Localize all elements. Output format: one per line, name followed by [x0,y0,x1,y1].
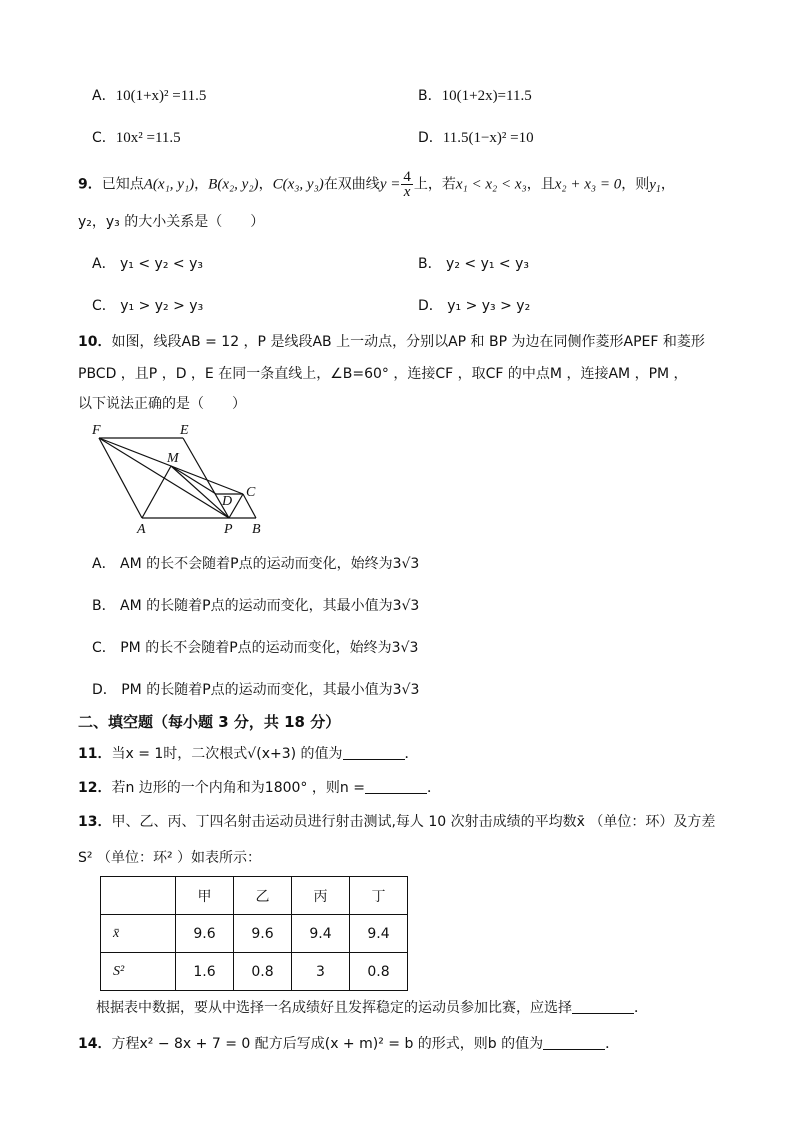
label-m: M [167,451,179,466]
label-e: E [180,423,189,438]
table-header-cell: 丙 [292,877,350,915]
q9-stem-line2: y₂，y₃ 的大小关系是（ ） [78,214,265,230]
table-cell: 1.6 [176,953,234,991]
q8-option-a: A．10(1+x)² =11.5 [92,88,207,104]
table-cell: 0.8 [350,953,408,991]
q9-stem-line1: 9．已知点A(x₁, y₁)，B(x₂, y₂)，C(x₃, y₃)在双曲线y = $\frac{4}{x}$ 上，若x₁ < x₂ < x₃，且x₂ + x₃ = 0，则$y_1$， [78,169,675,200]
label-d: D [222,494,233,509]
q14-answer-blank[interactable] [543,1035,605,1050]
label-f: F [92,423,101,438]
table-cell: 9.4 [350,915,408,953]
table-header-row [101,877,408,915]
table-header-cell: 甲 [176,877,234,915]
table-row [101,953,408,991]
q12-answer-blank[interactable] [365,779,427,794]
q8-option-b: B．10(1+2x)=11.5 [418,88,532,104]
table-cell: 9.4 [292,915,350,953]
q10-option-a: A． AM 的长不会随着P点的运动而变化，始终为3√3 [92,556,420,572]
q10-option-b: B． AM 的长随着P点的运动而变化，其最小值为3√3 [92,598,420,614]
table-cell: 9.6 [176,915,234,953]
q13-answer-blank[interactable] [572,999,634,1014]
q8-option-d: D．11.5(1−x)² =10 [418,130,534,146]
label-a: A [137,522,146,537]
q10-option-d: D． PM 的长随着P点的运动而变化，其最小值为3√3 [92,682,420,698]
q14: 14．方程x² − 8x + 7 = 0 配方后写成(x + m)² = b 的形式，则b 的值为 ． [78,1036,620,1052]
q13-line2: S² （单位：环² ）如表所示： [78,850,262,866]
table-cell: x̄ [101,915,176,953]
table-header-cell [101,877,176,915]
label-p: P [224,522,233,537]
q9-option-d: D． y₁ > y₃ > y₂ [418,298,531,314]
q8-option-c: C．10x² =11.5 [92,130,181,146]
table-row [101,915,408,953]
q9-option-b: B． y₂ < y₁ < y₃ [418,256,530,272]
section-heading: 二、填空题（每小题 3 分，共 18 分） [78,713,341,731]
label-c: C [246,485,256,500]
q10-stem-line2: PBCD ，且P ，D ，E 在同一条直线上，∠B=60° ，连接CF ，取CF 的中点M ，连接AM ，PM ， [78,366,688,382]
q13-data-table [100,876,408,991]
q10-stem-line1: 10．如图，线段AB = 12 ，P 是线段AB 上一动点，分别以AP 和 BP 为边在同侧作菱形APEF 和菱形 [78,334,705,350]
q13-line1: 13．甲、乙、丙、丁四名射击运动员进行射击测试,每人 10 次射击成绩的平均数x̄ （单位：环）及方差 [78,814,716,830]
table-header-cell: 乙 [234,877,292,915]
q9-option-c: C． y₁ > y₂ > y₃ [92,298,204,314]
q9-option-a: A． y₁ < y₂ < y₃ [92,256,203,272]
q11-answer-blank[interactable] [343,745,405,760]
fraction-4-over-x: $\frac{4}{x}$ [403,169,411,200]
q11: 11．当x = 1时，二次根式√(x+3) 的值为 ． [78,746,419,762]
q12: 12．若n 边形的一个内角和为1800° ，则n = ． [78,780,441,796]
q10-geometry-figure [88,420,278,540]
label-b: B [252,522,261,537]
table-header-cell: 丁 [350,877,408,915]
q10-option-c: C． PM 的长不会随着P点的运动而变化，始终为3√3 [92,640,419,656]
table-cell: 3 [292,953,350,991]
table-cell: 0.8 [234,953,292,991]
q10-stem-line3: 以下说法正确的是（ ） [78,396,246,412]
q13-tail: 根据表中数据，要从中选择一名成绩好且发挥稳定的运动员参加比赛，应选择 ． [96,1000,648,1016]
table-cell: S² [101,953,176,991]
table-cell: 9.6 [234,915,292,953]
